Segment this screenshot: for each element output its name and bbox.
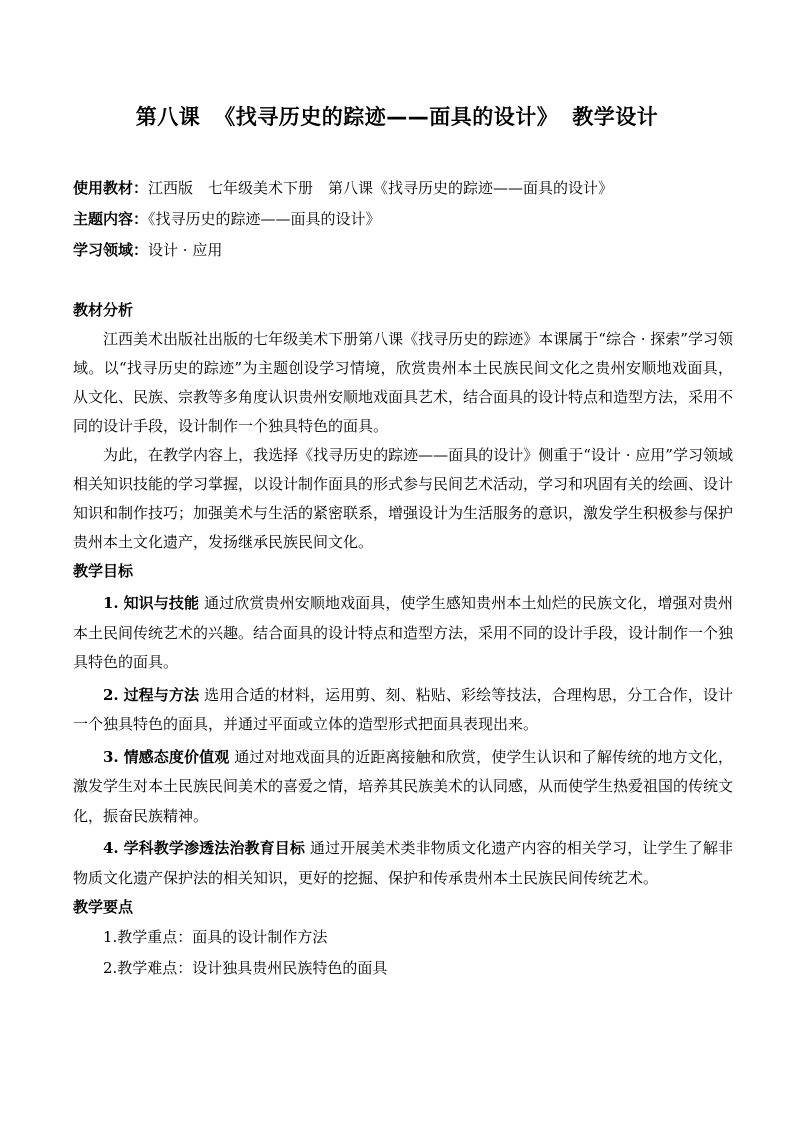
- meta-topic-value: 《找寻历史的踪迹——面具的设计》: [148, 210, 381, 228]
- meta-domain-value: 设计 · 应用: [148, 241, 223, 259]
- meta-material-value: 江西版 七年级美术下册 第八课《找寻历史的踪迹——面具的设计》: [148, 179, 614, 197]
- document-body: [73, 296, 733, 984]
- meta-topic: [73, 204, 733, 235]
- teaching-point-key: 1.教学重点：面具的设计制作方法: [103, 928, 328, 946]
- goal-text: 通过对地戏面具的近距离接触和欣赏，使学生认识和了解传统的地方文化，激发学生对本土民族民间美术的喜爱之情，培养其民族美术的认同感，从而使学生热爱祖国的传统文化，振奋民族精神。: [73, 747, 734, 825]
- goal-name: 情感态度价值观: [123, 747, 230, 766]
- lesson-meta: [73, 173, 733, 266]
- goal-name: 学科教学渗透法治教育目标: [123, 839, 305, 857]
- goal-text: 通过欣赏贵州安顺地戏面具，使学生感知贵州本土灿烂的民族文化，增强对贵州本土民间传统艺术的兴趣。结合面具的设计特点和造型方法，采用不同的设计手段，设计制作一个独具特色的面具。: [73, 594, 734, 671]
- teaching-point-difficulty: 2.教学难点：设计独具贵州民族特色的面具: [103, 959, 388, 977]
- meta-domain-label: 学习领域：: [73, 241, 149, 259]
- analysis-paragraph-2: 为此，在教学内容上，我选择《找寻历史的踪迹——面具的设计》侧重于“设计 · 应用”学习领域相关知识技能的学习掌握，以设计制作面具的形式参与民间艺术活动，学习和巩固有关的绘画、设计知识和制作技巧；加强美术与生活的紧密联系，增强设计为生活服务的意识，激发学生积极参与保护贵州本土文化遗产，发扬继承民族民间文化。: [73, 446, 734, 551]
- goal-text: 选用合适的材料，运用剪、刻、粘贴、彩绘等技法，合理构思，分工合作，设计一个独具特色的面具，并通过平面或立体的造型形式把面具表现出来。: [73, 685, 733, 733]
- title-suffix: 教学设计: [572, 105, 659, 129]
- goal-item: [73, 681, 733, 740]
- goal-number: 1.: [103, 594, 119, 612]
- meta-topic-label: 主题内容：: [73, 210, 149, 228]
- analysis-paragraph-1: 江西美术出版社出版的七年级美术下册第八课《找寻历史的踪迹》本课属于“综合 · 探索”学习领域。以“找寻历史的踪迹”为主题创设学习情境，欣赏贵州本土民族民间文化之贵州安顺地戏面具，从文化、民族、宗教等多角度认识贵州安顺地戏面具艺术，结合面具的设计特点和造型方法，采用不同的设计手段，设计制作一个独具特色的面具。: [73, 330, 734, 435]
- goal-item: [73, 589, 733, 678]
- section-heading-analysis: 教材分析: [73, 301, 134, 319]
- goal-name: 知识与技能: [123, 594, 200, 612]
- goal-number: 3.: [103, 747, 119, 766]
- meta-material: [73, 173, 733, 204]
- page-title: [0, 101, 794, 131]
- meta-domain: [73, 235, 733, 266]
- goal-name: 过程与方法: [123, 685, 200, 704]
- goal-item: [73, 834, 733, 893]
- section-heading-points: 教学要点: [73, 898, 134, 916]
- section-heading-goals: 教学目标: [73, 562, 134, 580]
- goal-item: [73, 743, 733, 832]
- title-topic: 《找寻历史的踪迹——面具的设计》: [214, 105, 559, 129]
- goal-text: 通过开展美术类非物质文化遗产内容的相关学习，让学生了解非物质文化遗产保护法的相关知识，更好的挖掘、保护和传承贵州本土民族民间传统艺术。: [73, 839, 733, 887]
- goal-number: 4.: [103, 839, 119, 857]
- goal-number: 2.: [103, 685, 119, 704]
- title-lesson: 第八课: [135, 105, 201, 129]
- meta-material-label: 使用教材：: [73, 179, 149, 197]
